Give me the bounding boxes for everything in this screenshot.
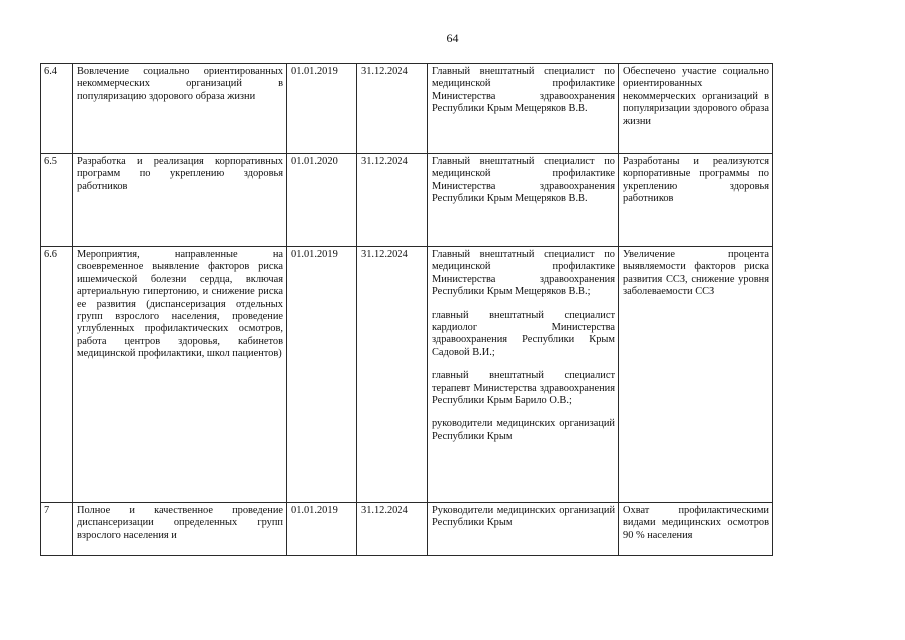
responsible-entry: главный внештатный специалист кардиолог Министерства здравоохранения Республики Крым Садовой В.И.;	[432, 309, 615, 358]
responsible-entry: Главный внештатный специалист по медицинской профилактике Министерства здравоохранения Республики Крым Мещеряков В.В.	[432, 66, 615, 115]
activity-cell: Мероприятия, направленные на своевременное выявление факторов риска ишемической болезни сердца, включая артериальную гипертонию, и снижение риска ее развития (диспансеризация отдельных групп взрослого населения, проведение углубленных профилактических осмотров, работа центров здоровья, кабинетов медицинской профилактики, школ пациентов)	[73, 247, 287, 503]
responsible-entry: Руководители медицинских организаций Республики Крым	[432, 505, 615, 529]
table-row	[41, 154, 773, 247]
responsible-entry: Главный внештатный специалист по медицинской профилактике Министерства здравоохранения Республики Крым Мещеряков В.В.	[432, 156, 615, 205]
row-number: 6.5	[41, 154, 73, 247]
end-date-cell: 31.12.2024	[357, 154, 428, 247]
responsible-cell	[428, 247, 619, 503]
table-row	[41, 64, 773, 154]
end-date-cell: 31.12.2024	[357, 64, 428, 154]
table-row	[41, 247, 773, 503]
row-number: 6.4	[41, 64, 73, 154]
start-date-cell: 01.01.2019	[287, 64, 357, 154]
start-date-cell: 01.01.2019	[287, 503, 357, 556]
activity-cell: Полное и качественное проведение диспансеризации определенных групп взрослого населения и	[73, 503, 287, 556]
result-cell: Разработаны и реализуются корпоративные программы по укреплению здоровья работников	[619, 154, 773, 247]
activity-cell: Разработка и реализация корпоративных программ по укреплению здоровья работников	[73, 154, 287, 247]
responsible-entry: Главный внештатный специалист по медицинской профилактике Министерства здравоохранения Республики Крым Мещеряков В.В.;	[432, 249, 615, 298]
responsible-cell	[428, 503, 619, 556]
result-cell: Охват профилактическими видами медицинских осмотров 90 % населения	[619, 503, 773, 556]
start-date-cell: 01.01.2019	[287, 247, 357, 503]
responsible-cell	[428, 154, 619, 247]
row-number: 7	[41, 503, 73, 556]
activity-cell: Вовлечение социально ориентированных некоммерческих организаций в популяризацию здорового образа жизни	[73, 64, 287, 154]
result-cell: Обеспечено участие социально ориентированных некоммерческих организаций в популяризации здорового образа жизни	[619, 64, 773, 154]
page-number: 64	[446, 31, 459, 45]
responsible-entry: главный внештатный специалист терапевт Министерства здравоохранения Республики Крым Барило О.В.;	[432, 370, 615, 407]
row-number: 6.6	[41, 247, 73, 503]
table-row	[41, 503, 773, 556]
end-date-cell: 31.12.2024	[357, 503, 428, 556]
responsible-cell	[428, 64, 619, 154]
activity-table	[40, 63, 773, 556]
start-date-cell: 01.01.2020	[287, 154, 357, 247]
responsible-entry: руководители медицинских организаций Республики Крым	[432, 418, 615, 442]
result-cell: Увеличение процента выявляемости факторов риска развития ССЗ, снижение уровня заболеваемости ССЗ	[619, 247, 773, 503]
end-date-cell: 31.12.2024	[357, 247, 428, 503]
